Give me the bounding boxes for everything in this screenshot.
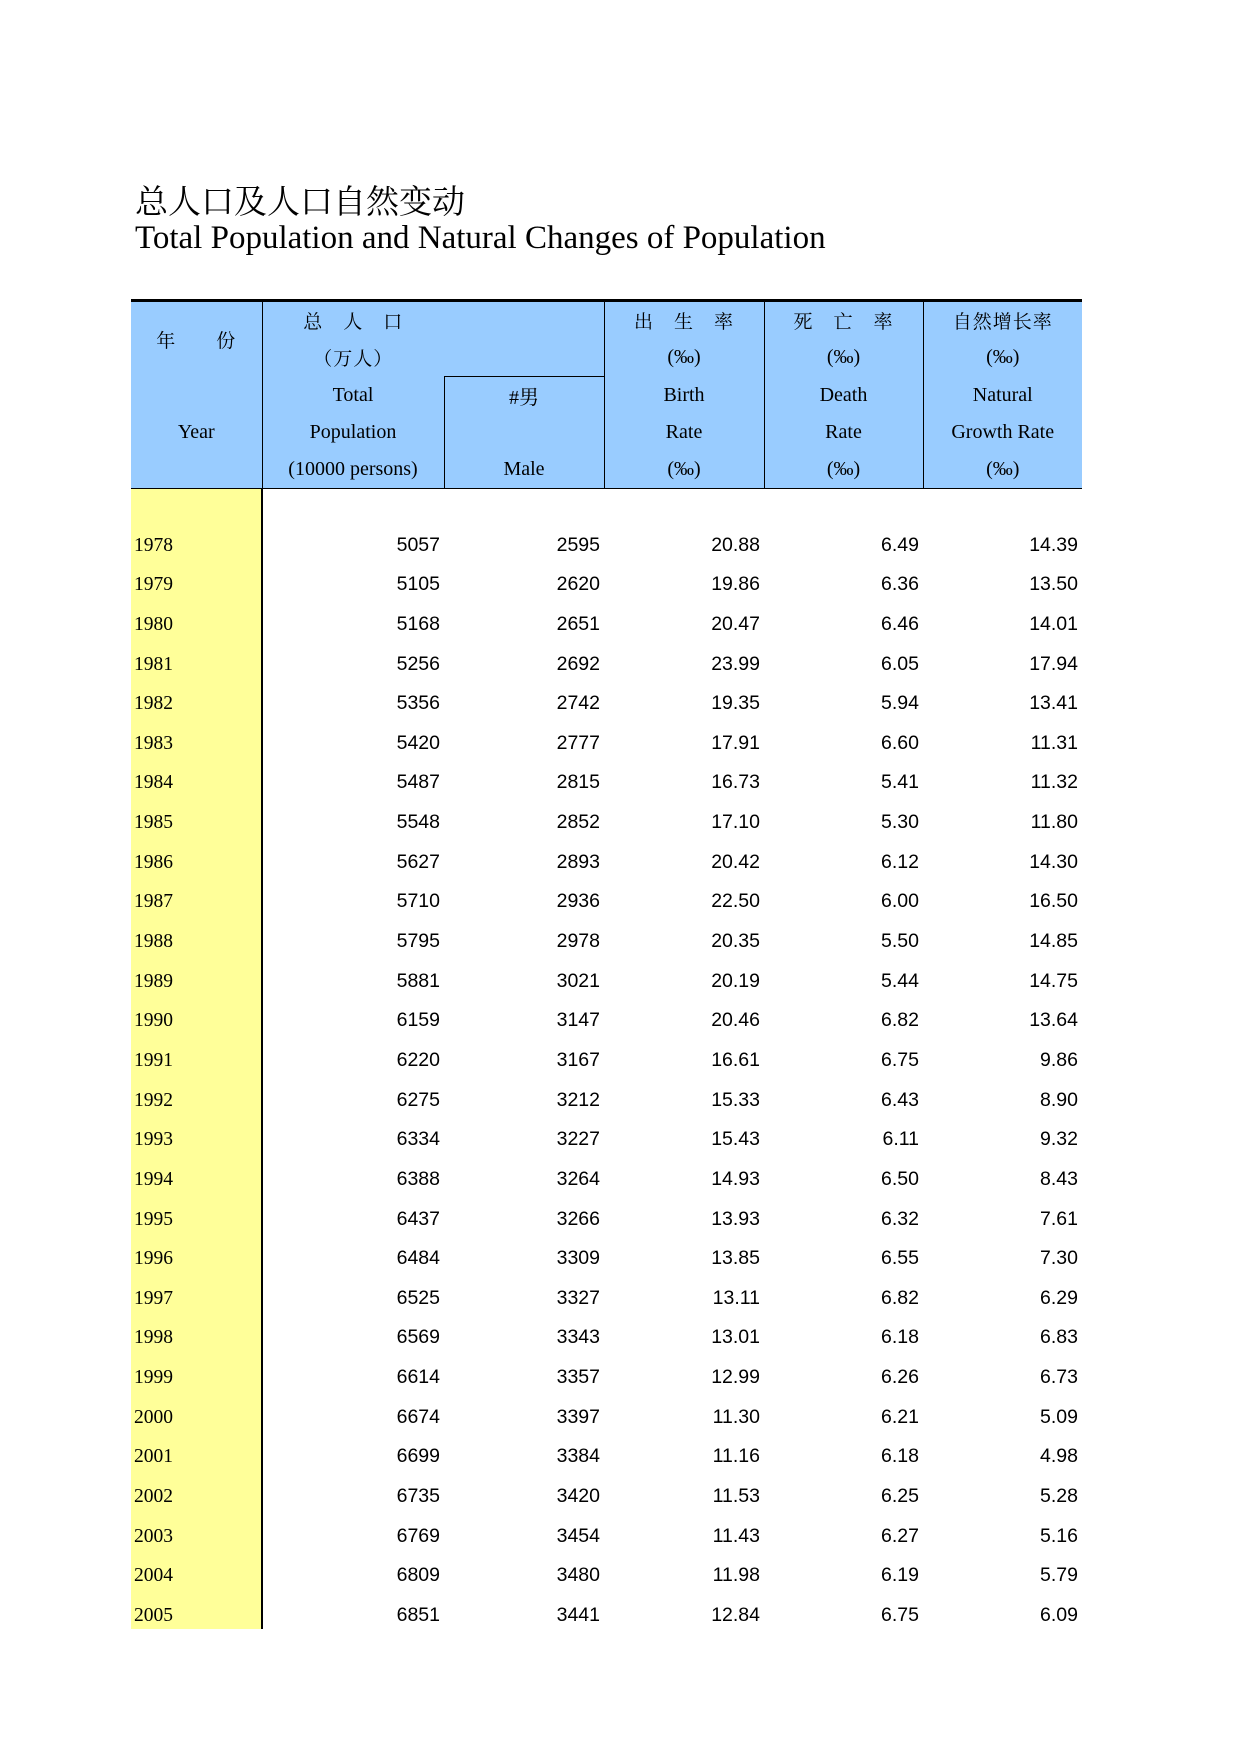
total-population-cell: 5168 — [396, 612, 440, 635]
death-rate-cell: 6.49 — [881, 533, 919, 556]
header-male-cn: #男 — [444, 377, 604, 415]
natural-growth-rate-cell: 14.01 — [1029, 612, 1078, 635]
year-cell: 1996 — [131, 1233, 262, 1273]
header-birth-cn: 出 生 率 — [604, 301, 764, 340]
header-male-empty — [444, 414, 604, 451]
table-row — [131, 717, 1082, 757]
birth-rate-cell: 11.53 — [712, 1485, 760, 1508]
year-cell: 1981 — [131, 638, 262, 678]
spacer-cell — [923, 489, 1082, 520]
total-population-cell: 5881 — [396, 969, 440, 992]
birth-rate-cell: 13.01 — [711, 1326, 760, 1349]
table-row — [131, 678, 1082, 718]
death-rate-cell: 5.30 — [881, 811, 919, 834]
natural-growth-rate-cell: 5.09 — [1040, 1405, 1078, 1428]
male-population-cell: 3384 — [556, 1445, 600, 1468]
total-population-cell: 6699 — [396, 1445, 440, 1468]
natural-growth-rate-cell: 16.50 — [1029, 890, 1078, 913]
natural-growth-rate-cell: 13.41 — [1029, 692, 1078, 715]
natural-growth-rate-cell: 8.43 — [1040, 1167, 1078, 1190]
table-row — [131, 1034, 1082, 1074]
death-rate-cell: 6.32 — [881, 1207, 919, 1230]
natural-growth-rate-cell: 6.29 — [1040, 1286, 1078, 1309]
death-rate-cell: 6.21 — [881, 1405, 919, 1428]
total-population-cell: 6484 — [396, 1247, 440, 1270]
header-growth-en-1: Natural — [923, 377, 1082, 415]
header-total-unit-cn: （万人） — [262, 339, 444, 377]
total-population-cell: 6809 — [396, 1564, 440, 1587]
header-death-en-2: Rate — [764, 414, 923, 451]
table-row — [131, 876, 1082, 916]
total-population-cell: 6569 — [396, 1326, 440, 1349]
natural-growth-rate-cell: 8.90 — [1040, 1088, 1078, 1111]
male-population-cell: 2936 — [556, 890, 600, 913]
death-rate-cell: 6.25 — [881, 1485, 919, 1508]
birth-rate-cell: 13.11 — [712, 1286, 760, 1309]
natural-growth-rate-cell: 5.28 — [1040, 1485, 1078, 1508]
birth-rate-cell: 14.93 — [711, 1167, 760, 1190]
total-population-cell: 5356 — [396, 692, 440, 715]
table-row — [131, 638, 1082, 678]
year-cell: 1978 — [131, 519, 262, 559]
header-death-en-1: Death — [764, 377, 923, 415]
death-rate-cell: 6.50 — [881, 1167, 919, 1190]
total-population-cell: 5105 — [396, 573, 440, 596]
table-row — [131, 1153, 1082, 1193]
male-population-cell: 2651 — [556, 612, 600, 635]
year-cell: 2004 — [131, 1550, 262, 1590]
natural-growth-rate-cell: 7.61 — [1040, 1207, 1078, 1230]
death-rate-cell: 5.50 — [881, 930, 919, 953]
male-population-cell: 2852 — [556, 811, 600, 834]
death-rate-cell: 6.00 — [881, 890, 919, 913]
birth-rate-cell: 11.43 — [712, 1524, 760, 1547]
year-cell: 2001 — [131, 1431, 262, 1471]
total-population-cell: 6614 — [396, 1366, 440, 1389]
birth-rate-cell: 13.85 — [711, 1247, 760, 1270]
male-population-cell: 3147 — [556, 1009, 600, 1032]
birth-rate-cell: 12.84 — [711, 1603, 760, 1626]
table-row — [131, 955, 1082, 995]
birth-rate-cell: 16.61 — [711, 1048, 760, 1071]
death-rate-cell: 6.46 — [881, 612, 919, 635]
male-population-cell: 2815 — [556, 771, 600, 794]
table-row — [131, 836, 1082, 876]
death-rate-cell: 6.18 — [881, 1326, 919, 1349]
table-row — [131, 559, 1082, 599]
header-male-blank — [444, 339, 604, 377]
death-rate-cell: 6.12 — [881, 850, 919, 873]
year-cell: 1998 — [131, 1312, 262, 1352]
male-population-cell: 3309 — [556, 1247, 600, 1270]
death-rate-cell: 6.05 — [881, 652, 919, 675]
header-total-en-2: Population — [262, 414, 444, 451]
male-population-cell: 3480 — [556, 1564, 600, 1587]
spacer-cell — [604, 489, 764, 520]
table-row — [131, 1312, 1082, 1352]
death-rate-cell: 6.18 — [881, 1445, 919, 1468]
total-population-cell: 6769 — [396, 1524, 440, 1547]
male-population-cell: 3167 — [556, 1048, 600, 1071]
male-population-cell: 2893 — [556, 850, 600, 873]
natural-growth-rate-cell: 14.39 — [1029, 533, 1078, 556]
page-title-chinese: 总人口及人口自然变动 — [135, 182, 465, 221]
spacer-cell — [444, 489, 604, 520]
table-row — [131, 519, 1082, 559]
male-population-cell: 3454 — [556, 1524, 600, 1547]
natural-growth-rate-cell: 11.80 — [1030, 811, 1078, 834]
table-row — [131, 1470, 1082, 1510]
header-total-blank — [444, 301, 604, 340]
table-row — [131, 915, 1082, 955]
header-growth-en-2: Growth Rate — [923, 414, 1082, 451]
table-row — [131, 1074, 1082, 1114]
year-cell: 2000 — [131, 1391, 262, 1431]
birth-rate-cell: 20.35 — [711, 930, 760, 953]
total-population-cell: 5487 — [396, 771, 440, 794]
natural-growth-rate-cell: 14.85 — [1029, 930, 1078, 953]
natural-growth-rate-cell: 14.30 — [1029, 850, 1078, 873]
male-population-cell: 3266 — [556, 1207, 600, 1230]
birth-rate-cell: 20.19 — [711, 969, 760, 992]
birth-rate-cell: 19.35 — [711, 692, 760, 715]
male-population-cell: 3327 — [556, 1286, 600, 1309]
death-rate-cell: 5.94 — [881, 692, 919, 715]
table-row — [131, 1550, 1082, 1590]
header-birth-unit: (‰) — [604, 339, 764, 377]
year-cell: 1980 — [131, 598, 262, 638]
male-population-cell: 3227 — [556, 1128, 600, 1151]
death-rate-cell: 6.26 — [881, 1366, 919, 1389]
table-header — [131, 301, 1082, 489]
spacer-cell — [262, 489, 444, 520]
year-cell: 1983 — [131, 717, 262, 757]
natural-growth-rate-cell: 17.94 — [1029, 652, 1078, 675]
birth-rate-cell: 20.42 — [711, 850, 760, 873]
year-cell: 1985 — [131, 796, 262, 836]
year-cell: 1994 — [131, 1153, 262, 1193]
birth-rate-cell: 11.16 — [712, 1445, 760, 1468]
death-rate-cell: 6.27 — [881, 1524, 919, 1547]
header-year-en: Year — [131, 414, 262, 451]
birth-rate-cell: 17.91 — [711, 731, 760, 754]
natural-growth-rate-cell: 13.64 — [1029, 1009, 1078, 1032]
year-cell: 1989 — [131, 955, 262, 995]
year-cell: 1988 — [131, 915, 262, 955]
total-population-cell: 6388 — [396, 1167, 440, 1190]
total-population-cell: 5057 — [396, 533, 440, 556]
table-row — [131, 1589, 1082, 1629]
death-rate-cell: 6.11 — [882, 1128, 919, 1151]
natural-growth-rate-cell: 9.86 — [1040, 1048, 1078, 1071]
male-population-cell: 3212 — [556, 1088, 600, 1111]
population-table — [131, 299, 1082, 1629]
total-population-cell: 5795 — [396, 930, 440, 953]
total-population-cell: 6159 — [396, 1009, 440, 1032]
page-title-english: Total Population and Natural Changes of Population — [135, 220, 826, 256]
table-row — [131, 1233, 1082, 1273]
natural-growth-rate-cell: 11.31 — [1030, 731, 1078, 754]
total-population-cell: 5627 — [396, 850, 440, 873]
male-population-cell: 2742 — [556, 692, 600, 715]
year-cell: 1990 — [131, 995, 262, 1035]
table-row — [131, 1193, 1082, 1233]
year-cell: 2005 — [131, 1589, 262, 1629]
birth-rate-cell: 22.50 — [711, 890, 760, 913]
natural-growth-rate-cell: 11.32 — [1030, 771, 1078, 794]
natural-growth-rate-cell: 6.09 — [1040, 1603, 1078, 1626]
birth-rate-cell: 23.99 — [711, 652, 760, 675]
year-cell: 2003 — [131, 1510, 262, 1550]
death-rate-cell: 6.75 — [881, 1048, 919, 1071]
natural-growth-rate-cell: 5.16 — [1040, 1524, 1078, 1547]
birth-rate-cell: 11.30 — [712, 1405, 760, 1428]
header-birth-en-2: Rate — [604, 414, 764, 451]
year-cell: 1979 — [131, 559, 262, 599]
death-rate-cell: 6.75 — [881, 1603, 919, 1626]
total-population-cell: 5420 — [396, 731, 440, 754]
year-cell: 1991 — [131, 1034, 262, 1074]
year-cell: 1987 — [131, 876, 262, 916]
spacer-cell — [764, 489, 923, 520]
birth-rate-cell: 19.86 — [711, 573, 760, 596]
male-population-cell: 2620 — [556, 573, 600, 596]
table-body — [131, 489, 1082, 1629]
year-cell: 2002 — [131, 1470, 262, 1510]
natural-growth-rate-cell: 4.98 — [1040, 1445, 1078, 1468]
death-rate-cell: 6.55 — [881, 1247, 919, 1270]
male-population-cell: 3397 — [556, 1405, 600, 1428]
male-population-cell: 2777 — [556, 731, 600, 754]
death-rate-cell: 6.82 — [881, 1286, 919, 1309]
header-birth-unit-2: (‰) — [604, 451, 764, 489]
male-population-cell: 3021 — [556, 969, 600, 992]
header-year-blank — [131, 377, 262, 415]
male-population-cell: 3357 — [556, 1366, 600, 1389]
male-population-cell: 3441 — [556, 1603, 600, 1626]
year-cell: 1995 — [131, 1193, 262, 1233]
header-death-unit-2: (‰) — [764, 451, 923, 489]
birth-rate-cell: 15.43 — [711, 1128, 760, 1151]
total-population-cell: 5256 — [396, 652, 440, 675]
header-total-en-1: Total — [262, 377, 444, 415]
table-row — [131, 1510, 1082, 1550]
header-total-en-3: (10000 persons) — [262, 451, 444, 489]
year-cell: 1982 — [131, 678, 262, 718]
table-spacer-row — [131, 489, 1082, 520]
male-population-cell: 2692 — [556, 652, 600, 675]
death-rate-cell: 6.36 — [881, 573, 919, 596]
header-death-unit: (‰) — [764, 339, 923, 377]
male-population-cell: 2595 — [556, 533, 600, 556]
header-male-en: Male — [444, 451, 604, 489]
death-rate-cell: 6.82 — [881, 1009, 919, 1032]
male-population-cell: 3264 — [556, 1167, 600, 1190]
total-population-cell: 6525 — [396, 1286, 440, 1309]
table-row — [131, 1431, 1082, 1471]
male-population-cell: 3420 — [556, 1485, 600, 1508]
natural-growth-rate-cell: 13.50 — [1029, 573, 1078, 596]
header-total-cn: 总 人 口 — [262, 301, 444, 340]
birth-rate-cell: 20.47 — [711, 612, 760, 635]
natural-growth-rate-cell: 7.30 — [1040, 1247, 1078, 1270]
year-cell: 1997 — [131, 1272, 262, 1312]
table-row — [131, 598, 1082, 638]
header-death-cn: 死 亡 率 — [764, 301, 923, 340]
death-rate-cell: 6.19 — [881, 1564, 919, 1587]
total-population-cell: 6275 — [396, 1088, 440, 1111]
total-population-cell: 5548 — [396, 811, 440, 834]
total-population-cell: 6220 — [396, 1048, 440, 1071]
birth-rate-cell: 20.46 — [711, 1009, 760, 1032]
birth-rate-cell: 16.73 — [711, 771, 760, 794]
header-growth-unit-2: (‰) — [923, 451, 1082, 489]
death-rate-cell: 5.44 — [881, 969, 919, 992]
total-population-cell: 6851 — [396, 1603, 440, 1626]
total-population-cell: 5710 — [396, 890, 440, 913]
header-birth-en-1: Birth — [604, 377, 764, 415]
table-row — [131, 796, 1082, 836]
birth-rate-cell: 13.93 — [711, 1207, 760, 1230]
birth-rate-cell: 20.88 — [711, 533, 760, 556]
year-cell: 1992 — [131, 1074, 262, 1114]
header-year-bottom — [131, 451, 262, 489]
year-cell: 1986 — [131, 836, 262, 876]
table-row — [131, 1351, 1082, 1391]
male-population-cell: 2978 — [556, 930, 600, 953]
natural-growth-rate-cell: 6.73 — [1040, 1366, 1078, 1389]
table-row — [131, 995, 1082, 1035]
header-growth-unit: (‰) — [923, 339, 1082, 377]
male-population-cell: 3343 — [556, 1326, 600, 1349]
year-cell: 1984 — [131, 757, 262, 797]
natural-growth-rate-cell: 9.32 — [1040, 1128, 1078, 1151]
year-cell: 1999 — [131, 1351, 262, 1391]
table-row — [131, 757, 1082, 797]
table-row — [131, 1114, 1082, 1154]
birth-rate-cell: 12.99 — [711, 1366, 760, 1389]
death-rate-cell: 6.60 — [881, 731, 919, 754]
natural-growth-rate-cell: 14.75 — [1029, 969, 1078, 992]
birth-rate-cell: 17.10 — [711, 811, 760, 834]
year-cell-spacer — [131, 489, 262, 520]
header-year-cn: 年 份 — [131, 301, 262, 377]
birth-rate-cell: 11.98 — [712, 1564, 760, 1587]
death-rate-cell: 6.43 — [881, 1088, 919, 1111]
total-population-cell: 6735 — [396, 1485, 440, 1508]
year-cell: 1993 — [131, 1114, 262, 1154]
death-rate-cell: 5.41 — [881, 771, 919, 794]
total-population-cell: 6334 — [396, 1128, 440, 1151]
header-growth-cn: 自然增长率 — [923, 301, 1082, 340]
table-row — [131, 1391, 1082, 1431]
natural-growth-rate-cell: 5.79 — [1040, 1564, 1078, 1587]
total-population-cell: 6674 — [396, 1405, 440, 1428]
table-row — [131, 1272, 1082, 1312]
birth-rate-cell: 15.33 — [711, 1088, 760, 1111]
natural-growth-rate-cell: 6.83 — [1040, 1326, 1078, 1349]
total-population-cell: 6437 — [396, 1207, 440, 1230]
